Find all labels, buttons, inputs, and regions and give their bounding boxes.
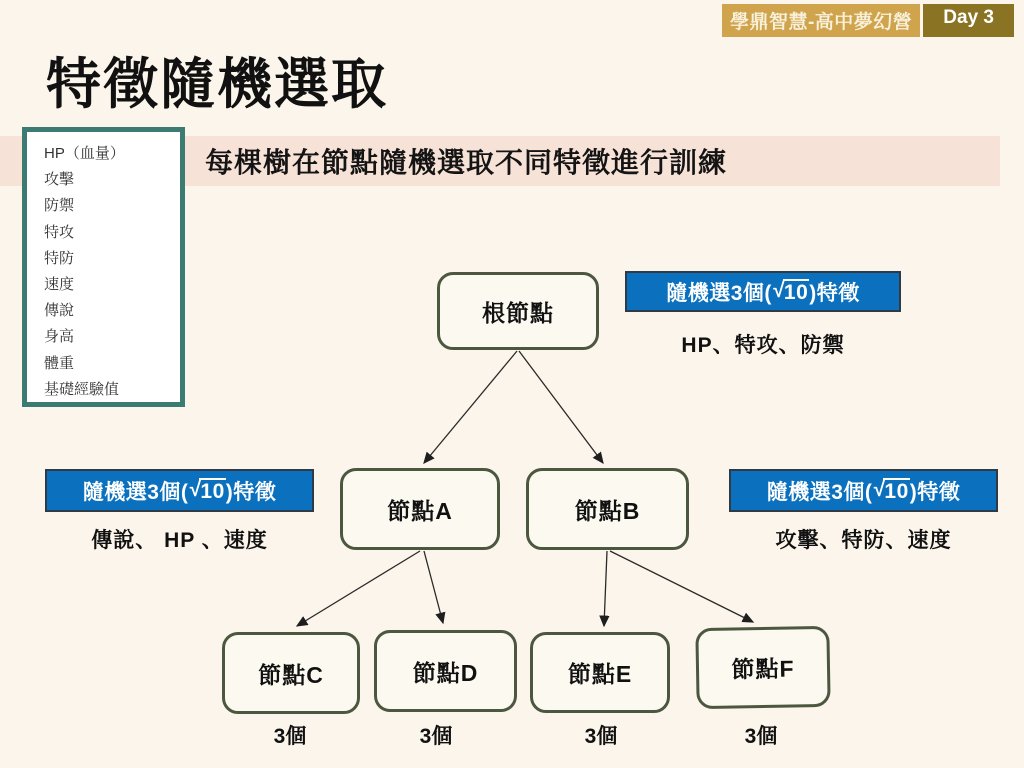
random-select-badge-root — [625, 271, 901, 312]
sqrt-expression — [772, 279, 809, 305]
feature-list-item: 速度 — [44, 276, 75, 294]
sqrt-radicand: 10 — [783, 280, 809, 304]
leaf-count-e: 3個 — [584, 725, 618, 748]
feature-list-item: 攻擊 — [44, 171, 75, 189]
sqrt-radicand: 10 — [200, 479, 225, 503]
feature-list-item: 特攻 — [44, 223, 75, 241]
selected-features-node-b: 攻擊、特防、速度 — [775, 529, 952, 552]
sqrt-expression — [188, 478, 225, 504]
subtitle-banner-text: 每棵樹在節點隨機選取不同特徵進行訓練 — [205, 147, 728, 178]
feature-list-item: 特防 — [44, 249, 75, 267]
leaf-count-f: 3個 — [744, 725, 778, 748]
tree-node-b-label: 節點B — [574, 497, 641, 524]
tree-node-d — [374, 630, 517, 712]
sqrt-sign: √ — [872, 477, 885, 501]
badge-text-post: )特徵 — [909, 480, 961, 504]
selected-features-node-a: 傳說、 HP 、速度 — [91, 529, 268, 552]
random-select-badge-node-a — [45, 469, 314, 512]
course-tag-brand: 學鼎智慧-高中夢幻營 — [722, 4, 920, 37]
tree-node-a-label: 節點A — [387, 497, 453, 524]
sqrt-expression — [872, 478, 909, 504]
badge-text-post: )特徵 — [809, 281, 860, 305]
badge-text-post: )特徵 — [225, 480, 277, 504]
tree-node-c — [222, 632, 360, 714]
feature-list-item: 傳說 — [44, 302, 75, 320]
tree-node-f-label: 節點F — [731, 655, 795, 683]
feature-list-box — [22, 127, 185, 407]
leaf-count-c: 3個 — [273, 725, 307, 748]
tree-node-e-label: 節點E — [567, 661, 633, 687]
badge-text-pre: 隨機選3個( — [82, 480, 189, 504]
leaf-count-d: 3個 — [419, 725, 453, 748]
feature-list-item: 防禦 — [44, 197, 75, 215]
badge-text-pre: 隨機選3個( — [766, 480, 873, 504]
selected-features-root: HP、特攻、防禦 — [681, 334, 845, 357]
sqrt-sign: √ — [188, 477, 201, 501]
course-tag-day: Day 3 — [923, 4, 1014, 37]
sqrt-sign: √ — [771, 278, 784, 302]
tree-node-b — [526, 468, 689, 550]
tree-node-c-label: 節點C — [258, 661, 324, 688]
tree-node-a — [340, 468, 500, 550]
tree-node-root — [437, 272, 599, 350]
feature-list-item: HP（血量） — [44, 145, 125, 162]
tree-node-root-label: 根節點 — [482, 299, 554, 326]
random-select-badge-node-b — [729, 469, 998, 512]
tree-node-e — [530, 632, 670, 713]
feature-list-item: 基礎經驗值 — [44, 380, 120, 398]
feature-list-item: 體重 — [44, 354, 75, 372]
tree-node-d-label: 節點D — [412, 659, 479, 686]
feature-list-item: 身高 — [44, 328, 75, 346]
badge-text-pre: 隨機選3個( — [666, 281, 772, 305]
tree-node-f — [695, 626, 830, 709]
sqrt-radicand: 10 — [884, 479, 909, 503]
page-title: 特徵隨機選取 — [46, 53, 389, 115]
feature-list — [44, 141, 174, 403]
course-tag — [722, 4, 1014, 37]
